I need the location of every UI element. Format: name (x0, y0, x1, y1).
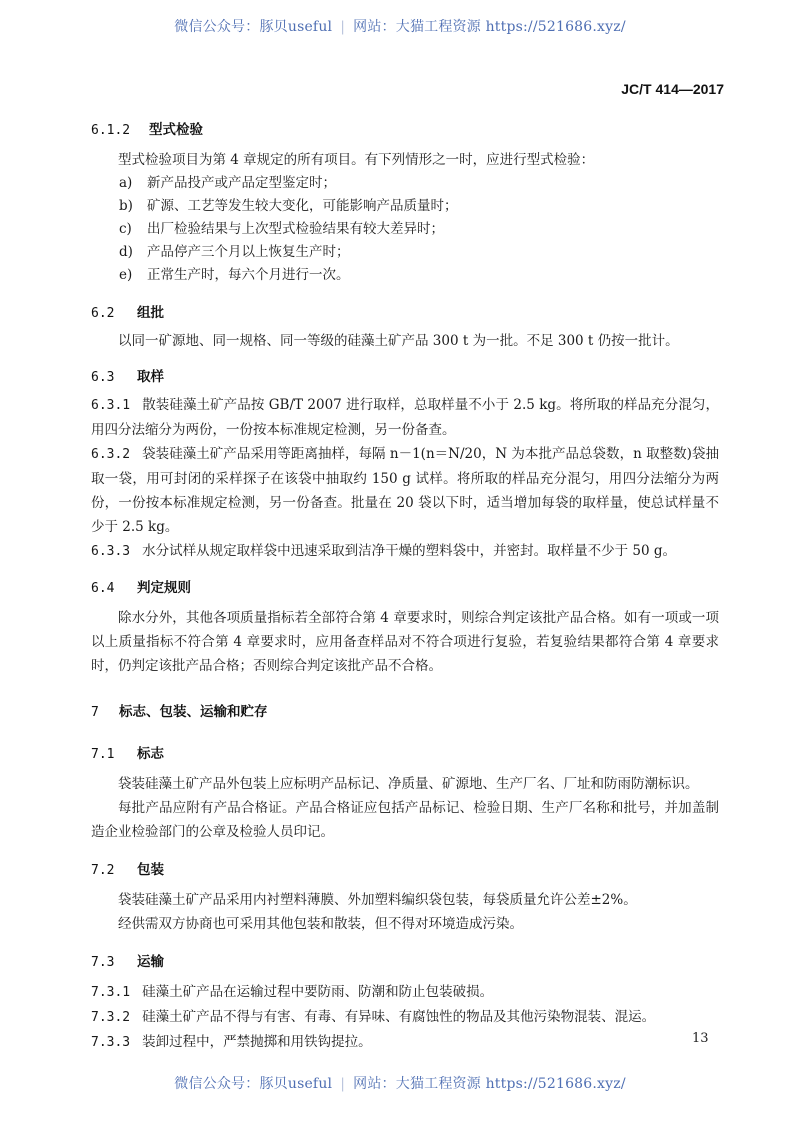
list-item (91, 195, 719, 218)
document-code: JC/T 414—2017 (621, 81, 724, 97)
clause-number: 6.3.2 (91, 447, 131, 462)
list-type-inspection-conditions (91, 172, 719, 287)
chapter-number: 7 (91, 705, 99, 720)
list-marker: b) (119, 198, 133, 214)
section-title: 判定规则 (137, 580, 191, 596)
clause-number: 7.3.2 (91, 1010, 131, 1025)
list-item (91, 218, 719, 241)
section-title: 取样 (137, 369, 164, 385)
clause-7-3-3 (91, 1030, 719, 1055)
heading-6-1-2 (91, 118, 719, 138)
clause-text: 散装硅藻土矿产品按 GB/T 2007 进行取样，总取样量不小于 2.5 kg。将所取的样品充分混匀，用四分法缩分为两份，一份按本标准规定检测，另一份备查。 (91, 397, 719, 438)
paragraph-type-inspection-intro: 型式检验项目为第 4 章规定的所有项目。有下列情形之一时，应进行型式检验： (118, 152, 595, 168)
section-number: 6.2 (91, 306, 115, 321)
paragraph-judgement-rules: 除水分外，其他各项质量指标若全部符合第 4 章要求时，则综合判定该批产品合格。如有一项或一项以上质量指标不符合第 4 章要求时，应用备查样品对不符合项进行复验，若复验结果都符合第 4 章要求时，仍判定该批产品合格；否则综合判定该批产品不合格。 (91, 610, 719, 674)
heading-6-2 (91, 301, 719, 321)
list-text: 正常生产时，每六个月进行一次。 (147, 267, 350, 283)
heading-7-3 (91, 950, 719, 970)
clause-number: 6.3.3 (91, 544, 131, 559)
clause-number: 6.3.1 (91, 398, 131, 413)
clause-text: 水分试样从规定取样袋中迅速采取到洁净干燥的塑料袋中，并密封。取样量不少于 50 g。 (142, 543, 677, 559)
paragraph-packaging-2: 经供需双方协商也可采用其他包装和散装，但不得对环境造成污染。 (118, 916, 523, 932)
watermark-wechat: 微信公众号：豚贝useful (174, 19, 333, 35)
section-title: 型式检验 (149, 122, 203, 138)
heading-7 (91, 700, 719, 720)
paragraph-packaging-1: 袋装硅藻土矿产品采用内衬塑料薄膜、外加塑料编织袋包装，每袋质量允许公差±2%。 (118, 892, 637, 908)
clause-7-3-2 (91, 1005, 719, 1030)
list-item (91, 172, 719, 195)
clause-text: 硅藻土矿产品不得与有害、有毒、有异味、有腐蚀性的物品及其他污染物混装、混运。 (142, 1009, 656, 1025)
section-number: 6.1.2 (91, 123, 131, 138)
section-title: 组批 (137, 305, 164, 321)
list-marker: e) (119, 267, 133, 283)
watermark-wechat: 微信公众号：豚贝useful (174, 1076, 333, 1092)
chapter-title: 标志、包装、运输和贮存 (119, 704, 268, 720)
list-marker: c) (119, 221, 132, 237)
clause-number: 7.3.3 (91, 1035, 131, 1050)
watermark-top (0, 16, 800, 36)
paragraph-marking-2: 每批产品应附有产品合格证。产品合格证应包括产品标记、检验日期、生产厂名称和批号，并加盖制造企业检验部门的公章及检验人员印记。 (91, 800, 719, 840)
document-body (91, 118, 719, 1055)
section-title: 标志 (137, 746, 164, 762)
heading-7-1 (91, 742, 719, 762)
list-text: 产品停产三个月以上恢复生产时； (147, 244, 350, 260)
watermark-separator: | (340, 19, 346, 35)
clause-6-3-3 (91, 539, 719, 564)
list-text: 新产品投产或产品定型鉴定时； (147, 175, 336, 191)
heading-6-4 (91, 576, 719, 596)
section-number: 7.3 (91, 955, 115, 970)
watermark-bottom (0, 1073, 800, 1093)
list-text: 矿源、工艺等发生较大变化，可能影响产品质量时； (147, 198, 458, 214)
clause-7-3-1 (91, 980, 719, 1005)
paragraph-marking-1: 袋装硅藻土矿产品外包装上应标明产品标记、净质量、矿源地、生产厂名、厂址和防雨防潮标识。 (118, 776, 699, 792)
heading-7-2 (91, 858, 719, 878)
section-number: 7.1 (91, 747, 115, 762)
section-title: 包装 (137, 862, 164, 878)
section-number: 6.4 (91, 581, 115, 596)
page-number: 13 (692, 1031, 709, 1046)
clause-text: 硅藻土矿产品在运输过程中要防雨、防潮和防止包装破损。 (142, 984, 494, 1000)
list-marker: a) (119, 175, 133, 191)
paragraph-batching: 以同一矿源地、同一规格、同一等级的硅藻土矿产品 300 t 为一批。不足 300 t 仍按一批计。 (118, 333, 679, 349)
clause-text: 装卸过程中，严禁抛掷和用铁钩提拉。 (142, 1034, 372, 1050)
clause-6-3-1 (91, 393, 719, 442)
section-number: 6.3 (91, 370, 115, 385)
clause-text: 袋装硅藻土矿产品采用等距离抽样，每隔 n－1(n＝N/20，N 为本批产品总袋数，n 取整数)袋抽取一袋，用可封闭的采样探子在该袋中抽取约 150 g 试样。将所取的样品充分混匀，用四分法缩分为两份，一份按本标准规定检测，另一份备查。批量在 20 袋以下时，适当增加每袋的取样量，使总试样量不少于 2.5 kg。 (91, 446, 719, 535)
watermark-website: 网站：大猫工程资源 https://521686.xyz/ (353, 19, 626, 35)
watermark-website: 网站：大猫工程资源 https://521686.xyz/ (353, 1076, 626, 1092)
list-item (91, 264, 719, 287)
heading-6-3 (91, 365, 719, 385)
list-text: 出厂检验结果与上次型式检验结果有较大差异时； (147, 221, 444, 237)
clause-6-3-2 (91, 442, 719, 539)
section-number: 7.2 (91, 863, 115, 878)
list-marker: d) (119, 244, 133, 260)
list-item (91, 241, 719, 264)
clause-number: 7.3.1 (91, 985, 131, 1000)
section-title: 运输 (137, 954, 164, 970)
watermark-separator: | (340, 1076, 346, 1092)
